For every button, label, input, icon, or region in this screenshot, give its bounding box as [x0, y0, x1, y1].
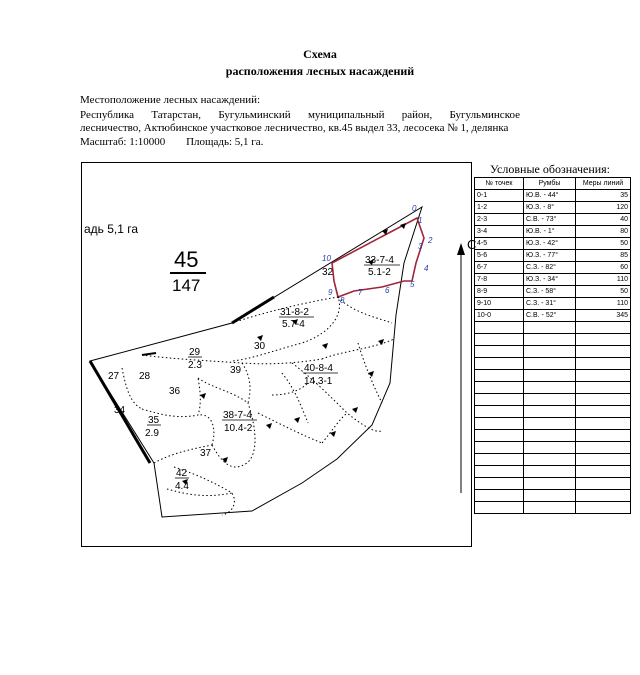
- row-length: 110: [576, 298, 631, 310]
- table-row: [475, 250, 631, 262]
- empty-cell: [524, 346, 576, 358]
- row-rhumb: Ю.З. - 8°: [524, 202, 576, 214]
- table-row-empty: [475, 466, 631, 478]
- plot-28: 28: [139, 371, 151, 382]
- row-rhumb: Ю.В. - 44°: [524, 190, 576, 202]
- empty-cell: [475, 430, 524, 442]
- table-row-empty: [475, 334, 631, 346]
- empty-cell: [475, 454, 524, 466]
- empty-cell: [475, 442, 524, 454]
- row-rhumb: С.В. - 73°: [524, 214, 576, 226]
- empty-cell: [524, 442, 576, 454]
- plot-38-bottom: 10.4-2: [224, 423, 253, 434]
- plot-37: 37: [200, 448, 212, 459]
- row-segment: 10-0: [475, 310, 524, 322]
- table-row: [475, 226, 631, 238]
- empty-cell: [524, 418, 576, 430]
- row-length: 50: [576, 286, 631, 298]
- table-row-empty: [475, 502, 631, 514]
- row-length: 85: [576, 250, 631, 262]
- empty-cell: [576, 454, 631, 466]
- point-2: 2: [428, 236, 433, 245]
- point-8: 8: [340, 296, 345, 305]
- location-line-2: лесничество, Актюбинское участковое лесничество, кв.45 выдел 33, лесосека № 1, делянка: [80, 122, 509, 134]
- row-length: 50: [576, 238, 631, 250]
- empty-cell: [475, 394, 524, 406]
- table-row-empty: [475, 322, 631, 334]
- empty-cell: [576, 382, 631, 394]
- empty-cell: [524, 502, 576, 514]
- row-length: 110: [576, 274, 631, 286]
- header-lengths: Меры линий: [576, 178, 631, 190]
- thick-edge-north: [232, 297, 274, 323]
- row-length: 120: [576, 202, 631, 214]
- quarter-area: 147: [172, 276, 201, 295]
- point-4: 4: [424, 264, 429, 273]
- north-label: С: [467, 237, 477, 252]
- rhumb-table-header: [475, 178, 631, 190]
- forest-map: [82, 163, 477, 548]
- point-5: 5: [410, 280, 415, 289]
- table-row-empty: [475, 430, 631, 442]
- table-row-empty: [475, 370, 631, 382]
- row-segment: 7-8: [475, 274, 524, 286]
- point-7: 7: [358, 288, 363, 297]
- plot-30: 30: [254, 341, 266, 352]
- empty-cell: [576, 478, 631, 490]
- empty-cell: [524, 394, 576, 406]
- row-rhumb: С.З. - 58°: [524, 286, 576, 298]
- table-row-empty: [475, 442, 631, 454]
- row-segment: 4-5: [475, 238, 524, 250]
- row-segment: 8-9: [475, 286, 524, 298]
- empty-cell: [576, 346, 631, 358]
- plot-29-bottom: 2.3: [188, 360, 202, 371]
- row-length: 35: [576, 190, 631, 202]
- empty-cell: [524, 382, 576, 394]
- plot-36: 36: [169, 386, 181, 397]
- row-segment: 2-3: [475, 214, 524, 226]
- plot-34: 34: [114, 405, 126, 416]
- empty-cell: [576, 466, 631, 478]
- empty-cell: [576, 490, 631, 502]
- empty-cell: [475, 322, 524, 334]
- row-length: 345: [576, 310, 631, 322]
- document-subtitle: расположения лесных насаждений: [225, 64, 415, 78]
- empty-cell: [475, 370, 524, 382]
- empty-cell: [524, 370, 576, 382]
- empty-cell: [524, 490, 576, 502]
- table-row: [475, 298, 631, 310]
- table-row: [475, 190, 631, 202]
- plot-35-top: 35: [148, 415, 160, 426]
- plot-42-top: 42: [176, 468, 188, 479]
- row-segment: 3-4: [475, 226, 524, 238]
- table-row-empty: [475, 358, 631, 370]
- empty-cell: [576, 334, 631, 346]
- table-row-empty: [475, 406, 631, 418]
- legend-title: Условные обозначения:: [490, 162, 611, 176]
- quarter-number: 45: [174, 247, 199, 272]
- empty-cell: [576, 430, 631, 442]
- row-rhumb: Ю.З. - 42°: [524, 238, 576, 250]
- table-row-empty: [475, 394, 631, 406]
- point-10: 10: [322, 254, 331, 263]
- plot-33-bottom: 5.1-2: [368, 267, 391, 278]
- table-row-empty: [475, 490, 631, 502]
- plot-38-top: 38-7-4: [223, 410, 252, 421]
- empty-cell: [524, 358, 576, 370]
- plot-29-top: 29: [189, 347, 201, 358]
- empty-cell: [524, 478, 576, 490]
- plot-40-top: 40-8-4: [304, 363, 333, 374]
- empty-cell: [475, 334, 524, 346]
- plot-33-top: 33-7-4: [365, 255, 394, 266]
- row-length: 60: [576, 262, 631, 274]
- empty-cell: [475, 466, 524, 478]
- empty-cell: [475, 418, 524, 430]
- empty-cell: [576, 322, 631, 334]
- empty-cell: [524, 454, 576, 466]
- row-rhumb: Ю.З. - 34°: [524, 274, 576, 286]
- empty-cell: [475, 358, 524, 370]
- empty-cell: [524, 406, 576, 418]
- row-rhumb: Ю.В. - 1°: [524, 226, 576, 238]
- row-rhumb: С.В. - 52°: [524, 310, 576, 322]
- row-segment: 9-10: [475, 298, 524, 310]
- header-points: № точек: [475, 178, 524, 190]
- plot-39: 39: [230, 365, 242, 376]
- table-row-empty: [475, 454, 631, 466]
- plot-31-top: 31-8-2: [280, 307, 309, 318]
- empty-cell: [475, 346, 524, 358]
- point-1: 1: [418, 216, 423, 225]
- thick-edge-short: [142, 353, 156, 355]
- scale-area-line: [80, 136, 520, 149]
- point-0: 0: [412, 204, 417, 213]
- table-row: [475, 238, 631, 250]
- document-title: Схема: [303, 47, 337, 61]
- plot-27: 27: [108, 371, 120, 382]
- table-row: [475, 262, 631, 274]
- row-rhumb: С.З. - 82°: [524, 262, 576, 274]
- plot-35-bottom: 2.9: [145, 428, 159, 439]
- row-length: 80: [576, 226, 631, 238]
- row-length: 40: [576, 214, 631, 226]
- empty-cell: [524, 430, 576, 442]
- table-row: [475, 214, 631, 226]
- point-9: 9: [328, 288, 333, 297]
- table-row-empty: [475, 382, 631, 394]
- empty-cell: [475, 490, 524, 502]
- table-row-empty: [475, 418, 631, 430]
- empty-cell: [576, 394, 631, 406]
- empty-cell: [576, 370, 631, 382]
- empty-cell: [576, 502, 631, 514]
- plot-42-bottom: 4.4: [175, 481, 189, 492]
- empty-cell: [524, 334, 576, 346]
- row-segment: 5-6: [475, 250, 524, 262]
- empty-cell: [475, 406, 524, 418]
- row-rhumb: Ю.З. - 77°: [524, 250, 576, 262]
- table-row-empty: [475, 478, 631, 490]
- empty-cell: [524, 322, 576, 334]
- empty-cell: [576, 442, 631, 454]
- empty-cell: [524, 466, 576, 478]
- empty-cell: [576, 406, 631, 418]
- empty-cell: [475, 382, 524, 394]
- empty-cell: [576, 358, 631, 370]
- location-line-1: Республика Татарстан, Бугульминский муниципальный район, Бугульминское: [80, 109, 520, 121]
- row-rhumb: С.З. - 31°: [524, 298, 576, 310]
- row-segment: 1-2: [475, 202, 524, 214]
- plot-40-bottom: 14.3-1: [304, 376, 333, 387]
- empty-cell: [475, 502, 524, 514]
- header-rhumbs: Румбы: [524, 178, 576, 190]
- table-row: [475, 310, 631, 322]
- point-3: 3: [418, 242, 423, 251]
- rhumb-table-body: [475, 190, 631, 514]
- north-arrow-head: [457, 243, 465, 255]
- plot-32: 32: [322, 267, 334, 278]
- location-label: Местоположение лесных насаждений:: [80, 94, 261, 106]
- scale-text: Масштаб: 1:10000: [80, 136, 166, 148]
- table-row: [475, 202, 631, 214]
- plot-31-bottom: 5.7-4: [282, 319, 305, 330]
- inner-boundaries: [122, 297, 394, 515]
- row-segment: 0-1: [475, 190, 524, 202]
- table-row: [475, 274, 631, 286]
- row-segment: 6-7: [475, 262, 524, 274]
- area-text: Площадь: 5,1 га.: [186, 136, 264, 148]
- area-caption: адь 5,1 га: [84, 222, 139, 236]
- empty-cell: [576, 418, 631, 430]
- map-frame: [81, 162, 477, 547]
- table-row-empty: [475, 346, 631, 358]
- quarter-boundary: [90, 207, 422, 517]
- empty-cell: [475, 478, 524, 490]
- point-6: 6: [385, 286, 390, 295]
- table-row: [475, 286, 631, 298]
- rhumb-table: [474, 177, 631, 514]
